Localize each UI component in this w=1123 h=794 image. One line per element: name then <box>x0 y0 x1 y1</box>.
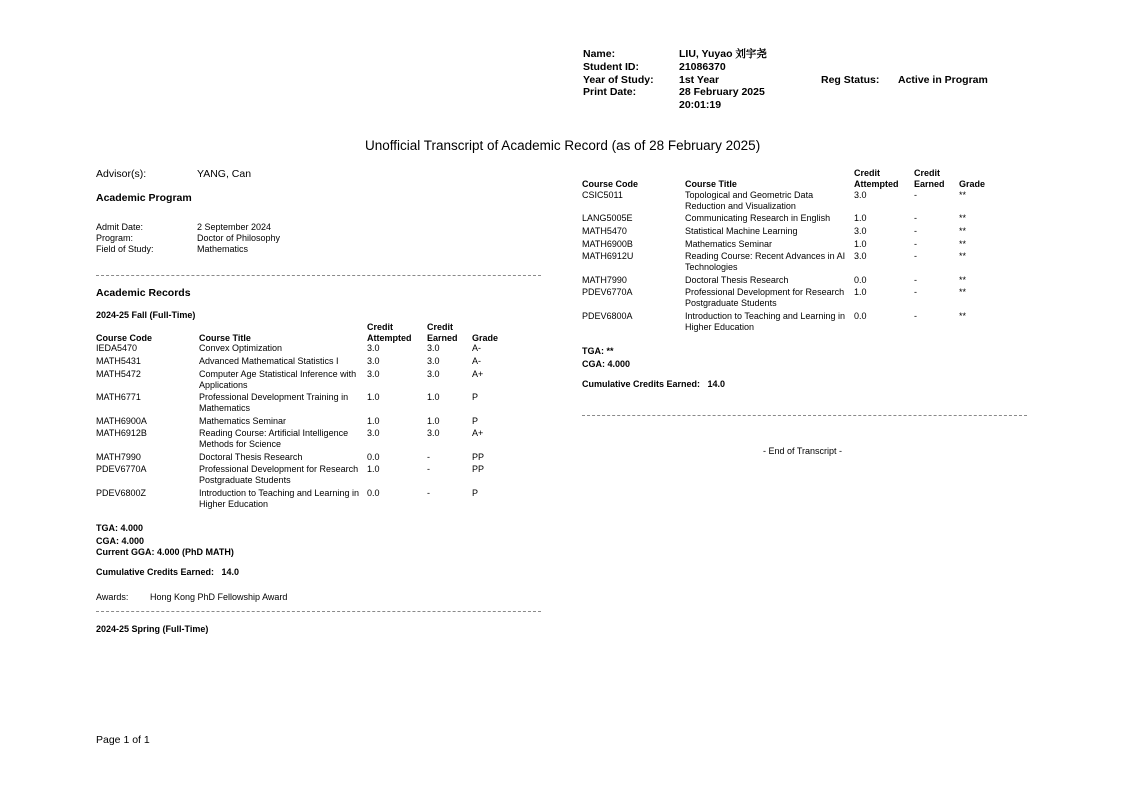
col-course-code: Course Code <box>96 333 153 343</box>
col-earned: Earned <box>427 333 458 343</box>
fall-gga: Current GGA: 4.000 (PhD MATH) <box>96 547 234 557</box>
course-code: PDEV6770A <box>582 287 633 297</box>
awards-label: Awards: <box>96 592 129 602</box>
credit-attempted: 3.0 <box>854 226 867 236</box>
fall-term-heading: 2024-25 Fall (Full-Time) <box>96 310 196 320</box>
course-title: Reading Course: Artificial Intelligence Methods for Science <box>199 428 349 449</box>
credit-attempted: 1.0 <box>367 464 380 474</box>
credit-attempted: 0.0 <box>367 488 380 498</box>
grade: PP <box>472 452 485 462</box>
credit-earned: 1.0 <box>427 392 440 402</box>
credit-attempted: 3.0 <box>367 369 380 379</box>
col-credit-label: Credit <box>367 322 394 332</box>
divider <box>582 415 1027 416</box>
course-code: PDEV6800A <box>582 311 633 321</box>
grade: ** <box>959 190 967 200</box>
course-title: Statistical Machine Learning <box>685 226 798 236</box>
course-code: MATH7990 <box>96 452 141 462</box>
credit-attempted: 0.0 <box>367 452 380 462</box>
credit-attempted: 1.0 <box>367 392 380 402</box>
grade: P <box>472 392 479 402</box>
credit-earned: - <box>427 488 430 498</box>
credit-earned: 3.0 <box>427 343 440 353</box>
credit-earned: 3.0 <box>427 356 440 366</box>
credit-attempted: 3.0 <box>854 190 867 200</box>
col-course-code: Course Code <box>582 179 639 189</box>
credit-earned: 3.0 <box>427 369 440 379</box>
course-title: Mathematics Seminar <box>685 239 773 249</box>
divider <box>96 275 541 276</box>
col-grade: Grade <box>472 333 499 343</box>
credit-attempted: 1.0 <box>854 213 867 223</box>
course-code: MATH5431 <box>96 356 141 366</box>
col-course-title: Course Title <box>685 179 737 189</box>
spring-cumulative-credits: Cumulative Credits Earned: 14.0 <box>582 379 726 389</box>
credit-attempted: 3.0 <box>367 356 380 366</box>
credit-earned: - <box>914 275 917 285</box>
grade: P <box>472 416 479 426</box>
program-value: Doctor of Philosophy <box>197 233 281 243</box>
course-title: Topological and Geometric Data Reduction and Visualization <box>685 190 814 211</box>
credit-attempted: 3.0 <box>367 428 380 438</box>
grade: ** <box>959 213 967 223</box>
fall-cumulative-credits: Cumulative Credits Earned: 14.0 <box>96 567 240 577</box>
credit-earned: 1.0 <box>427 416 440 426</box>
course-title: Reading Course: Recent Advances in AI Technologies <box>685 251 846 272</box>
name-value: LIU, Yuyao 刘宇尧 <box>679 48 767 60</box>
col-attempted: Attempted <box>854 179 899 189</box>
credit-earned: - <box>914 213 917 223</box>
student-id-label: Student ID: <box>583 61 639 73</box>
grade: ** <box>959 275 967 285</box>
admit-date-value: 2 September 2024 <box>197 222 272 232</box>
student-id-value: 21086370 <box>679 61 726 73</box>
course-title: Introduction to Teaching and Learning in Higher Education <box>199 488 359 509</box>
credit-earned: - <box>914 287 917 297</box>
course-title: Convex Optimization <box>199 343 283 353</box>
admit-date-label: Admit Date: <box>96 222 144 232</box>
credit-attempted: 1.0 <box>854 287 867 297</box>
reg-status-value: Active in Program <box>898 74 988 86</box>
field-label: Field of Study: <box>96 244 154 254</box>
year-label: Year of Study: <box>583 74 654 86</box>
print-date-label: Print Date: <box>583 86 637 98</box>
fall-cga: CGA: 4.000 <box>96 536 145 546</box>
course-code: LANG5005E <box>582 213 633 223</box>
course-code: MATH6912U <box>582 251 634 261</box>
document-title: Unofficial Transcript of Academic Record (as of 28 February 2025) <box>365 138 761 153</box>
end-of-transcript: - End of Transcript - <box>763 446 843 456</box>
course-title: Professional Development Training in Mathematics <box>199 392 349 413</box>
col-credit-label: Credit <box>854 168 881 178</box>
reg-status-label: Reg Status: <box>821 74 880 86</box>
course-code: CSIC5011 <box>582 190 623 200</box>
course-title: Professional Development for Research Postgraduate Students <box>685 287 845 308</box>
advisor-value: YANG, Can <box>197 168 252 180</box>
field-value: Mathematics <box>197 244 249 254</box>
year-value: 1st Year <box>679 74 720 86</box>
course-code: PDEV6800Z <box>96 488 147 498</box>
credit-earned: - <box>427 464 430 474</box>
col-course-title: Course Title <box>199 333 251 343</box>
credit-attempted: 3.0 <box>854 251 867 261</box>
advisor-label: Advisor(s): <box>96 168 147 180</box>
course-code: MATH6900A <box>96 416 147 426</box>
print-date-value: 28 February 2025 <box>679 86 765 98</box>
grade: A+ <box>472 369 484 379</box>
course-code: MATH6900B <box>582 239 633 249</box>
grade: PP <box>472 464 485 474</box>
credit-earned: - <box>914 226 917 236</box>
col-credit-label: Credit <box>427 322 454 332</box>
credit-attempted: 1.0 <box>854 239 867 249</box>
course-code: IEDA5470 <box>96 343 138 353</box>
credit-earned: - <box>914 311 917 321</box>
credit-earned: - <box>914 239 917 249</box>
credit-earned: - <box>914 251 917 261</box>
credit-attempted: 0.0 <box>854 275 867 285</box>
grade: A+ <box>472 428 484 438</box>
col-attempted: Attempted <box>367 333 412 343</box>
col-credit-label: Credit <box>914 168 941 178</box>
print-time-value: 20:01:19 <box>679 99 722 111</box>
col-grade: Grade <box>959 179 986 189</box>
grade: ** <box>959 311 967 321</box>
course-title: Computer Age Statistical Inference with Applications <box>199 369 357 390</box>
course-code: MATH6912B <box>96 428 147 438</box>
col-earned: Earned <box>914 179 945 189</box>
awards-value: Hong Kong PhD Fellowship Award <box>150 592 288 602</box>
credit-earned: - <box>427 452 430 462</box>
course-code: PDEV6770A <box>96 464 147 474</box>
name-label: Name: <box>583 48 616 60</box>
course-title: Professional Development for Research Postgraduate Students <box>199 464 359 485</box>
grade: ** <box>959 226 967 236</box>
page-indicator: Page 1 of 1 <box>96 734 150 746</box>
program-label: Program: <box>96 233 134 243</box>
academic-program-heading: Academic Program <box>96 192 192 204</box>
course-title: Doctoral Thesis Research <box>685 275 789 285</box>
grade: A- <box>472 343 481 353</box>
credit-earned: - <box>914 190 917 200</box>
course-title: Introduction to Teaching and Learning in Higher Education <box>685 311 845 332</box>
course-title: Communicating Research in English <box>685 213 831 223</box>
credit-earned: 3.0 <box>427 428 440 438</box>
course-code: MATH6771 <box>96 392 141 402</box>
credit-attempted: 3.0 <box>367 343 380 353</box>
credit-attempted: 0.0 <box>854 311 867 321</box>
academic-records-heading: Academic Records <box>96 287 191 299</box>
fall-tga: TGA: 4.000 <box>96 523 144 533</box>
course-title: Mathematics Seminar <box>199 416 287 426</box>
grade: P <box>472 488 479 498</box>
spring-cga: CGA: 4.000 <box>582 359 631 369</box>
course-title: Doctoral Thesis Research <box>199 452 303 462</box>
divider <box>96 611 541 612</box>
course-code: MATH5470 <box>582 226 627 236</box>
spring-tga: TGA: ** <box>582 346 614 356</box>
grade: ** <box>959 287 967 297</box>
grade: A- <box>472 356 481 366</box>
course-title: Advanced Mathematical Statistics I <box>199 356 339 366</box>
spring-term-heading: 2024-25 Spring (Full-Time) <box>96 624 209 634</box>
credit-attempted: 1.0 <box>367 416 380 426</box>
course-code: MATH5472 <box>96 369 141 379</box>
course-code: MATH7990 <box>582 275 627 285</box>
grade: ** <box>959 251 967 261</box>
grade: ** <box>959 239 967 249</box>
